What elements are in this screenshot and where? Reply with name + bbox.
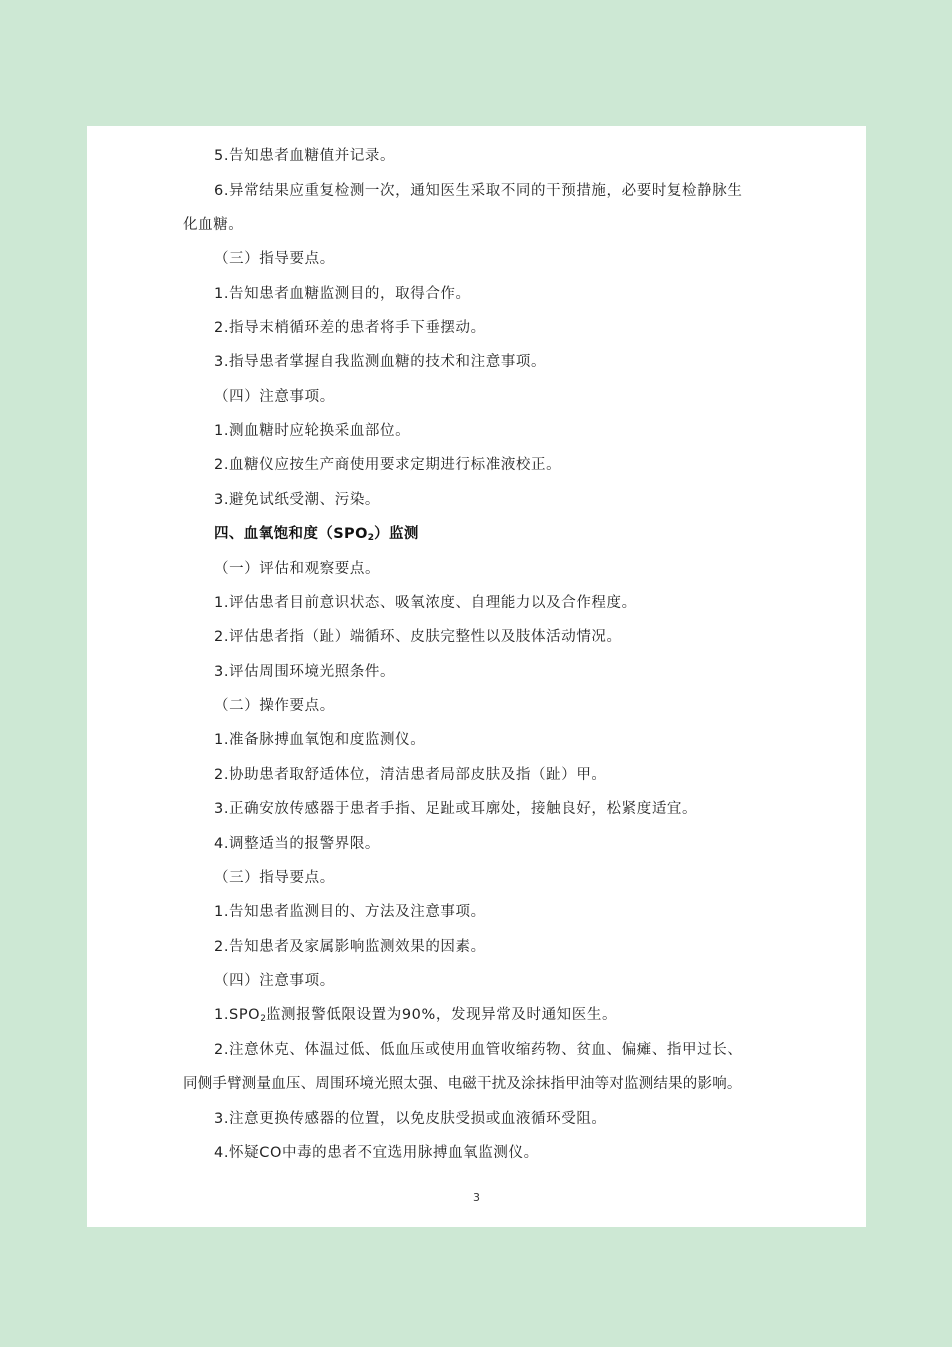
text-line: 2.指导末梢循环差的患者将手下垂摆动。 [214, 320, 486, 336]
text-line: 2.注意休克、体温过低、低血压或使用血管收缩药物、贫血、偏瘫、指甲过长、 [214, 1042, 743, 1058]
spo2-text-before: 1.SPO [214, 1007, 261, 1023]
text-line: 1.告知患者监测目的、方法及注意事项。 [214, 904, 486, 920]
text-line: 化血糖。 [183, 217, 244, 233]
spo2-subscript: 2 [260, 1014, 266, 1024]
text-line: 2.血糖仪应按生产商使用要求定期进行标准液校正。 [214, 457, 562, 473]
text-line: 3.注意更换传感器的位置，以免皮肤受损或血液循环受阻。 [214, 1111, 607, 1127]
section-subheading: （四）注意事项。 [214, 973, 335, 989]
heading-subscript: 2 [367, 533, 375, 543]
text-line: 2.告知患者及家属影响监测效果的因素。 [214, 939, 486, 955]
text-line: 2.协助患者取舒适体位，清洁患者局部皮肤及指（趾）甲。 [214, 767, 607, 783]
text-line: 1.评估患者目前意识状态、吸氧浓度、自理能力以及合作程度。 [214, 595, 637, 611]
section-subheading: （三）指导要点。 [214, 870, 335, 886]
text-line: 3.指导患者掌握自我监测血糖的技术和注意事项。 [214, 354, 547, 370]
heading-text-before: 四、血氧饱和度（SPO [214, 526, 368, 542]
text-line [214, 1005, 617, 1029]
text-line: 5.告知患者血糖值并记录。 [214, 148, 396, 164]
section-subheading: （三）指导要点。 [214, 251, 335, 267]
text-line: 6.异常结果应重复检测一次，通知医生采取不同的干预措施，必要时复检静脉生 [214, 183, 743, 199]
heading-text-after: ）监测 [374, 526, 419, 542]
text-line: 1.告知患者血糖监测目的，取得合作。 [214, 286, 471, 302]
section-subheading: （一）评估和观察要点。 [214, 561, 381, 577]
text-line: 4.怀疑CO中毒的患者不宜选用脉搏血氧监测仪。 [214, 1145, 539, 1161]
text-line: 2.评估患者指（趾）端循环、皮肤完整性以及肢体活动情况。 [214, 629, 622, 645]
document-page [87, 126, 866, 1227]
text-line: 4.调整适当的报警界限。 [214, 836, 381, 852]
section-heading [214, 524, 419, 548]
page-number: 3 [473, 1191, 480, 1204]
section-subheading: （二）操作要点。 [214, 698, 335, 714]
text-line: 3.正确安放传感器于患者手指、足趾或耳廓处，接触良好，松紧度适宜。 [214, 801, 698, 817]
text-line: 3.避免试纸受潮、污染。 [214, 492, 381, 508]
spo2-text-after: 监测报警低限设置为90%，发现异常及时通知医生。 [265, 1007, 618, 1023]
text-line: 同侧手臂测量血压、周围环境光照太强、电磁干扰及涂抹指甲油等对监测结果的影响。 [183, 1076, 742, 1092]
text-line: 3.评估周围环境光照条件。 [214, 664, 396, 680]
section-subheading: （四）注意事项。 [214, 389, 335, 405]
text-line: 1.准备脉搏血氧饱和度监测仪。 [214, 732, 426, 748]
text-line: 1.测血糖时应轮换采血部位。 [214, 423, 411, 439]
